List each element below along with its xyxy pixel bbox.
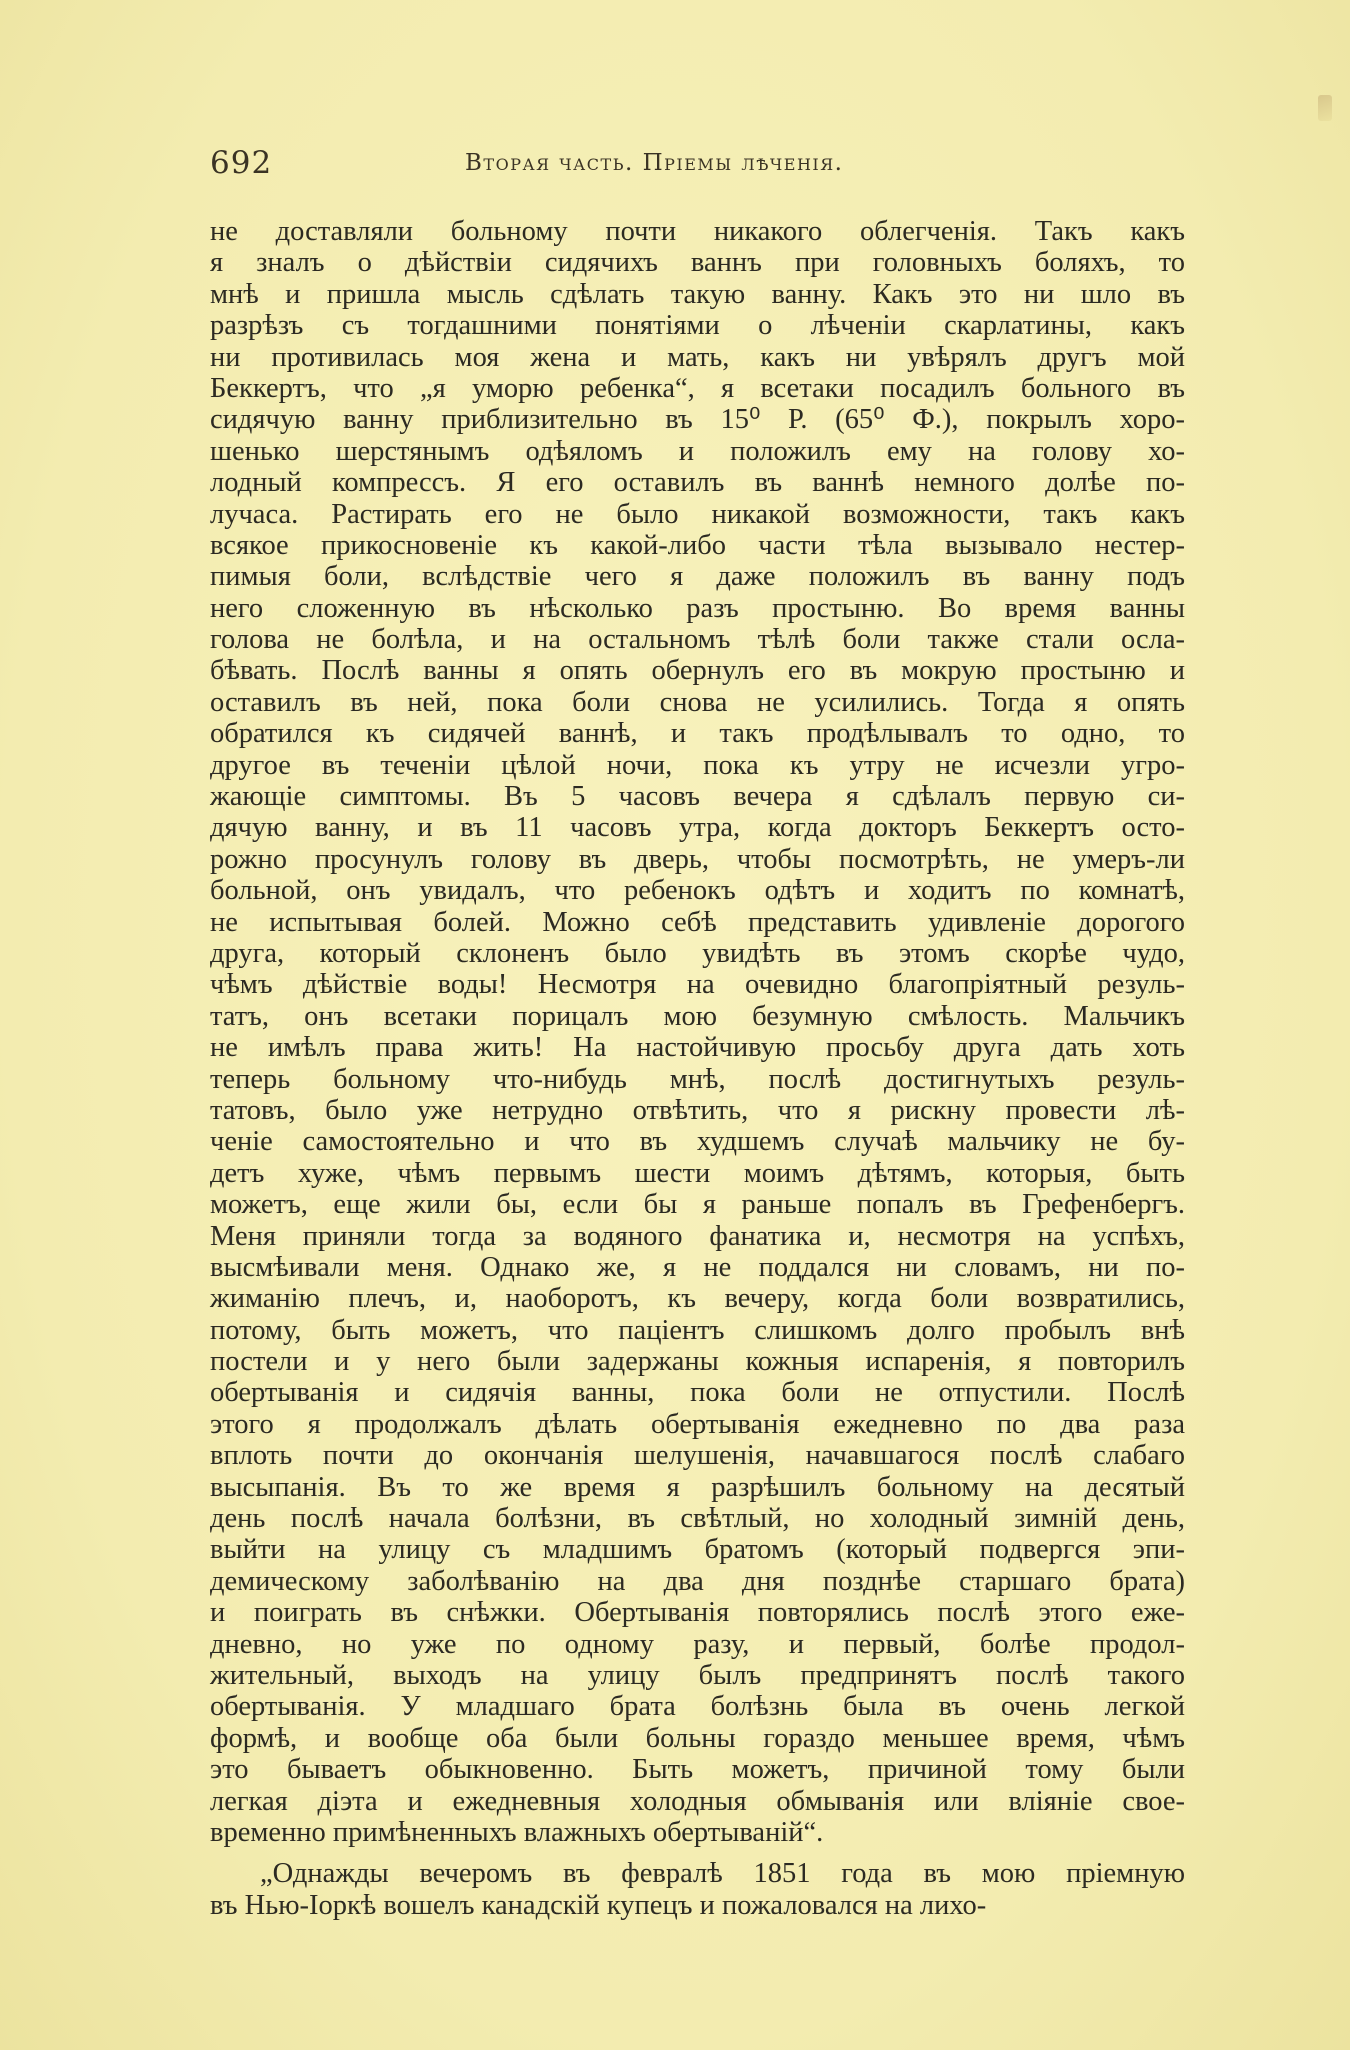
- text-line: него сложенную въ нѣсколько разъ простыню. Во время ванны: [210, 592, 1185, 624]
- text-line: дячую ванну, и въ 11 часовъ утра, когда докторъ Беккертъ осто-: [210, 812, 1185, 844]
- text-line: не доставляли больному почти никакого облегченія. Такъ какъ: [210, 216, 1185, 247]
- text-line: мнѣ и пришла мысль сдѣлать такую ванну. Какъ это ни шло въ: [210, 278, 1185, 310]
- text-line: теперь больному что-нибудь мнѣ, послѣ достигнутыхъ резуль-: [210, 1063, 1185, 1095]
- text-line: жительный, выходъ на улицу былъ предпринятъ послѣ такого: [210, 1659, 1185, 1691]
- text-line: оставилъ въ ней, пока боли снова не усилились. Тогда я опять: [210, 686, 1185, 718]
- text-line: формѣ, и вообще оба были больны гораздо меньшее время, чѣмъ: [210, 1722, 1185, 1754]
- text-line: татъ, онъ всетаки порицалъ мою безумную смѣлость. Мальчикъ: [210, 1000, 1185, 1032]
- text-line: бѣвать. Послѣ ванны я опять обернулъ его въ мокрую простыню и: [210, 655, 1185, 687]
- paragraph-1: [210, 216, 1185, 1848]
- text-line: потому, быть можетъ, что паціентъ слишкомъ долго пробылъ внѣ: [210, 1314, 1185, 1346]
- text-line: постели и у него были задержаны кожныя испаренія, я повторилъ: [210, 1346, 1185, 1378]
- text-line: демическому заболѣванію на два дня позднѣе старшаго брата): [210, 1565, 1185, 1597]
- text-line: другое въ теченіи цѣлой ночи, пока къ утру не исчезли угро-: [210, 749, 1185, 781]
- text-line: временно примѣненныхъ влажныхъ обертываній“.: [210, 1816, 824, 1848]
- text-line: день послѣ начала болѣзни, въ свѣтлый, но холодный зимній день,: [210, 1503, 1185, 1535]
- text-line: жиманію плечъ, и, наоборотъ, къ вечеру, когда боли возвратились,: [210, 1283, 1185, 1315]
- text-line: Меня приняли тогда за водяного фанатика и, несмотря на успѣхъ,: [210, 1220, 1185, 1252]
- text-line: больной, онъ увидалъ, что ребенокъ одѣтъ и ходитъ по комнатѣ,: [210, 875, 1185, 907]
- text-line: и поиграть въ снѣжки. Обертыванія повторялись послѣ этого еже-: [210, 1597, 1185, 1629]
- text-line: легкая діэта и ежедневныя холодныя обмыванія или вліяніе свое-: [210, 1785, 1185, 1817]
- text-line: обратился къ сидячей ваннѣ, и такъ продѣлывалъ то одно, то: [210, 718, 1185, 750]
- text-line: разрѣзъ съ тогдашними понятіями о лѣченіи скарлатины, какъ: [210, 310, 1185, 342]
- text-line: жающіе симптомы. Въ 5 часовъ вечера я сдѣлалъ первую си-: [210, 781, 1185, 813]
- text-line: шенько шерстянымъ одѣяломъ и положилъ ему на голову хо-: [210, 435, 1185, 467]
- text-line: вплоть почти до окончанія шелушенія, начавшагося послѣ слабаго: [210, 1440, 1185, 1472]
- text-line: „Однажды вечеромъ въ февралѣ 1851 года въ мою пріемную: [260, 1858, 1185, 1890]
- text-line: въ Нью-Іоркѣ вошелъ канадскій купецъ и пожаловался на лихо-: [210, 1889, 987, 1921]
- text-line: рожно просунулъ голову въ дверь, чтобы посмотрѣть, не умеръ-ли: [210, 843, 1185, 875]
- text-line: обертыванія и сидячія ванны, пока боли не отпустили. Послѣ: [210, 1377, 1185, 1409]
- text-line: это бываетъ обыкновенно. Быть можетъ, причиной тому были: [210, 1754, 1185, 1786]
- running-head: Вторая часть. Пріемы лѣченія.: [465, 150, 844, 176]
- text-line: ченіе самостоятельно и что въ худшемъ случаѣ мальчику не бу-: [210, 1126, 1185, 1158]
- text-line: голова не болѣла, и на остальномъ тѣлѣ боли также стали осла-: [210, 624, 1185, 656]
- text-line: высмѣивали меня. Однако же, я не поддался ни словамъ, ни по-: [210, 1251, 1185, 1283]
- page-header: [210, 145, 1185, 189]
- text-line: детъ хуже, чѣмъ первымъ шести моимъ дѣтямъ, которыя, быть: [210, 1157, 1185, 1189]
- text-line: я зналъ о дѣйствіи сидячихъ ваннъ при головныхъ боляхъ, то: [210, 247, 1185, 279]
- text-line: обертыванія. У младшаго брата болѣзнь была въ очень легкой: [210, 1691, 1185, 1723]
- text-line: татовъ, было уже нетрудно отвѣтить, что я рискну провести лѣ-: [210, 1094, 1185, 1126]
- text-line: дневно, но уже по одному разу, и первый, болѣе продол-: [210, 1628, 1185, 1660]
- text-line: выйти на улицу съ младшимъ братомъ (который подвергся эпи-: [210, 1534, 1185, 1566]
- paragraph-2: [210, 1858, 1185, 1921]
- text-line: высыпанія. Въ то же время я разрѣшилъ больному на десятый: [210, 1471, 1185, 1503]
- text-line: лодный компрессъ. Я его оставилъ въ ваннѣ немного долѣе по-: [210, 467, 1185, 499]
- text-line: можетъ, еще жили бы, если бы я раньше попалъ въ Грефенбергъ.: [210, 1189, 1185, 1221]
- text-line: друга, который склоненъ было увидѣть въ этомъ скорѣе чудо,: [210, 937, 1185, 969]
- text-line: пимыя боли, вслѣдствіе чего я даже положилъ въ ванну подъ: [210, 561, 1185, 593]
- body-text: [210, 216, 1185, 1921]
- text-line: ни противилась моя жена и мать, какъ ни увѣрялъ другъ мой: [210, 341, 1185, 373]
- text-line: всякое прикосновеніе къ какой-либо части тѣла вызывало нестер-: [210, 529, 1185, 561]
- text-line: не испытывая болей. Можно себѣ представить удивленіе дорогого: [210, 906, 1185, 938]
- page-edge-mark: [1318, 95, 1332, 121]
- text-line: чѣмъ дѣйствіе воды! Несмотря на очевидно благопріятный резуль-: [210, 969, 1185, 1001]
- page-number: 692: [210, 145, 273, 181]
- text-line: этого я продолжалъ дѣлать обертыванія ежедневно по два раза: [210, 1408, 1185, 1440]
- paragraph-gap: [210, 1848, 1185, 1858]
- text-line: не имѣлъ права жить! На настойчивую просьбу друга дать хоть: [210, 1032, 1185, 1064]
- text-line: сидячую ванну приблизительно въ 15⁰ Р. (65⁰ Ф.), покрылъ хоро-: [210, 404, 1185, 436]
- text-line: лучаса. Растирать его не было никакой возможности, такъ какъ: [210, 498, 1185, 530]
- text-line: Беккертъ, что „я уморю ребенка“, я всетаки посадилъ больного въ: [210, 372, 1185, 404]
